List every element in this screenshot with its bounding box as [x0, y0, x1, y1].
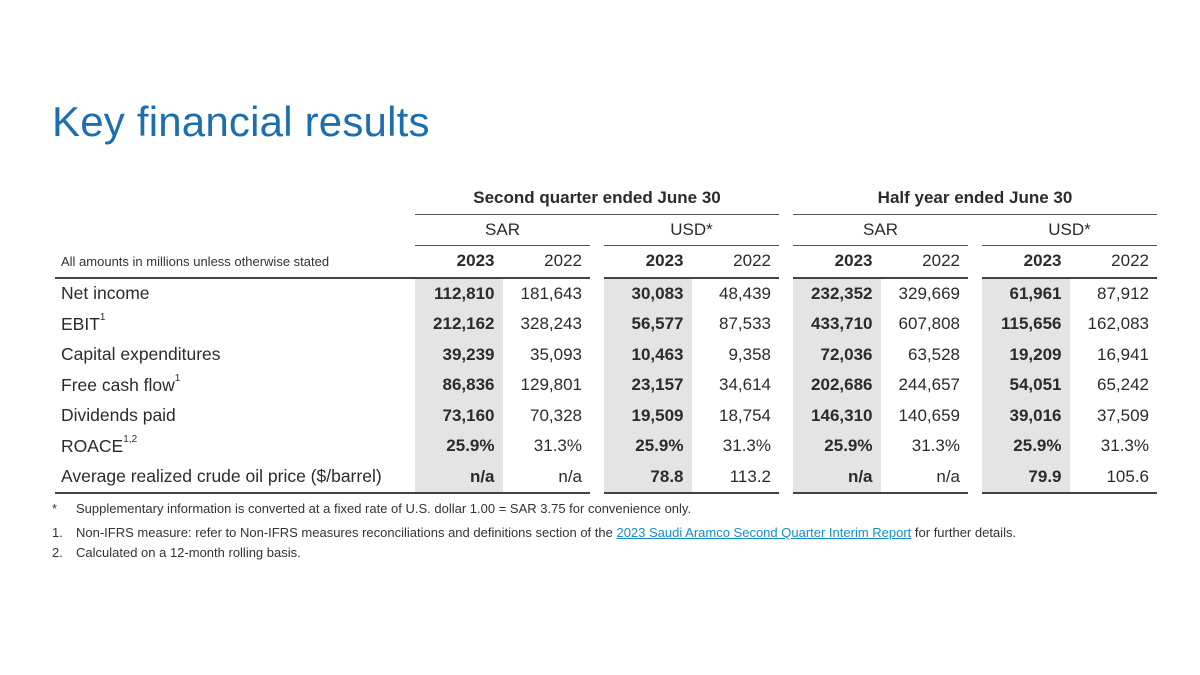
- value-prior-year: 34,614: [719, 375, 771, 395]
- footnote-text: [76, 523, 1016, 543]
- row-label: [55, 370, 415, 401]
- value-prior-year: 329,669: [898, 283, 960, 303]
- column-gap: [590, 340, 604, 371]
- column-gap: [779, 278, 793, 310]
- row-label-text: ROACE: [61, 435, 124, 456]
- column-gap: [968, 431, 982, 462]
- value-prior-year: 87,533: [719, 314, 771, 334]
- row-label: [55, 309, 415, 340]
- footnote-text-after: for further details.: [911, 525, 1017, 540]
- footnote-text: Supplementary information is converted at a fixed rate of U.S. dollar 1.00 = SAR 3.75 for convenience only.: [76, 501, 692, 516]
- table-row: [55, 462, 1157, 494]
- value-current-year: 86,836: [415, 370, 503, 401]
- interim-report-link[interactable]: 2023 Saudi Aramco Second Quarter Interim Report: [616, 525, 912, 540]
- year-current-header: 2023: [793, 246, 881, 278]
- row-label: [55, 401, 415, 432]
- column-gap: [968, 278, 982, 310]
- table-row: [55, 309, 1157, 340]
- value-prior-year: 87,912: [1097, 283, 1149, 303]
- value-current-year: 212,162: [415, 309, 503, 340]
- value-prior-year: 16,941: [1097, 344, 1149, 364]
- value-prior-year: 113.2: [692, 462, 780, 494]
- table-row: [55, 370, 1157, 401]
- value-prior-year: 31.3%: [911, 436, 960, 456]
- value-prior-year: 35,093: [530, 344, 582, 364]
- footnote-reference: 1: [174, 372, 181, 384]
- row-label: [55, 431, 415, 462]
- value-prior-year: n/a: [503, 462, 591, 494]
- group-half-header: Half year ended June 30: [793, 183, 1157, 214]
- value-current-year: 78.8: [604, 462, 692, 494]
- value-current-year: 433,710: [793, 309, 881, 340]
- footnote-reference: 1,2: [123, 433, 138, 445]
- column-gap: [968, 401, 982, 432]
- value-current-year: 25.9%: [604, 431, 692, 462]
- year-prior-header: 2022: [881, 246, 969, 278]
- value-prior-year: 18,754: [719, 405, 771, 425]
- header-currency-row: [55, 214, 1157, 246]
- value-current-year: 10,463: [604, 340, 692, 371]
- column-gap: [779, 309, 793, 340]
- footnote-text-before: Non-IFRS measure: refer to Non-IFRS measures reconciliations and definitions section of the: [76, 525, 617, 540]
- column-gap: [590, 370, 604, 401]
- value-prior-year: 48,439: [719, 283, 771, 303]
- row-label-text: Free cash flow: [61, 374, 175, 395]
- page-title: Key financial results: [52, 98, 430, 145]
- year-prior-header: 2022: [1070, 246, 1158, 278]
- value-prior-year: 9,358: [728, 344, 771, 364]
- column-gap: [779, 462, 793, 494]
- value-prior-year: 105.6: [1070, 462, 1158, 494]
- value-current-year: 146,310: [793, 401, 881, 432]
- table-row: [55, 401, 1157, 432]
- footnote-star: [52, 499, 1016, 519]
- footnote-marker: 2.: [52, 545, 63, 560]
- year-current-header: 2023: [604, 246, 692, 278]
- value-prior-year: 162,083: [1087, 314, 1149, 334]
- header-group-row: [55, 183, 1157, 214]
- value-prior-year: 140,659: [898, 405, 960, 425]
- row-label-text: Net income: [61, 283, 150, 304]
- value-current-year: 73,160: [415, 401, 503, 432]
- row-label-text: Dividends paid: [61, 405, 176, 426]
- value-prior-year: 65,242: [1097, 375, 1149, 395]
- value-current-year: 72,036: [793, 340, 881, 371]
- column-gap: [779, 401, 793, 432]
- footnote-reference: 1: [99, 311, 106, 323]
- value-current-year: 30,083: [604, 278, 692, 310]
- footnote-1: [52, 523, 1016, 543]
- value-prior-year: 31.3%: [1100, 436, 1149, 456]
- value-current-year: 23,157: [604, 370, 692, 401]
- value-current-year: 115,656: [982, 309, 1070, 340]
- currency-usd-half: USD*: [982, 214, 1157, 246]
- column-gap: [779, 370, 793, 401]
- column-gap: [779, 431, 793, 462]
- value-current-year: 19,209: [982, 340, 1070, 371]
- financial-results-table: [55, 183, 1157, 494]
- column-gap: [590, 462, 604, 494]
- amounts-note: All amounts in millions unless otherwise stated: [55, 246, 415, 278]
- value-prior-year: n/a: [881, 462, 969, 494]
- value-current-year: 19,509: [604, 401, 692, 432]
- column-gap: [968, 309, 982, 340]
- value-current-year: 79.9: [982, 462, 1070, 494]
- footnote-2: [52, 543, 1016, 563]
- row-label-text: Capital expenditures: [61, 344, 221, 365]
- value-current-year: n/a: [415, 462, 503, 494]
- row-label: [55, 278, 415, 310]
- value-prior-year: 31.3%: [722, 436, 771, 456]
- currency-usd-quarter: USD*: [604, 214, 779, 246]
- year-prior-header: 2022: [692, 246, 780, 278]
- table-row: [55, 278, 1157, 310]
- year-current-header: 2023: [415, 246, 503, 278]
- currency-sar-quarter: SAR: [415, 214, 590, 246]
- column-gap: [968, 462, 982, 494]
- footnote-marker: *: [52, 501, 58, 516]
- value-prior-year: 244,657: [898, 375, 960, 395]
- value-current-year: 25.9%: [415, 431, 503, 462]
- value-prior-year: 181,643: [520, 283, 582, 303]
- value-prior-year: 70,328: [530, 405, 582, 425]
- footnotes: [52, 499, 1016, 563]
- row-label: [55, 462, 415, 494]
- value-prior-year: 37,509: [1097, 405, 1149, 425]
- column-gap: [590, 401, 604, 432]
- value-prior-year: 328,243: [520, 314, 582, 334]
- currency-sar-half: SAR: [793, 214, 968, 246]
- value-prior-year: 63,528: [908, 344, 960, 364]
- column-gap: [779, 340, 793, 371]
- value-current-year: 25.9%: [793, 431, 881, 462]
- value-current-year: 61,961: [982, 278, 1070, 310]
- year-prior-header: 2022: [503, 246, 591, 278]
- value-current-year: 56,577: [604, 309, 692, 340]
- footnote-marker: 1.: [52, 525, 63, 540]
- value-current-year: 54,051: [982, 370, 1070, 401]
- column-gap: [968, 340, 982, 371]
- column-gap: [590, 431, 604, 462]
- row-label-text: Average realized crude oil price ($/barrel): [61, 466, 382, 487]
- year-current-header: 2023: [982, 246, 1070, 278]
- table-row: [55, 431, 1157, 462]
- value-current-year: 232,352: [793, 278, 881, 310]
- value-current-year: 112,810: [415, 278, 503, 310]
- value-current-year: 39,239: [415, 340, 503, 371]
- footnote-text: Calculated on a 12-month rolling basis.: [76, 545, 301, 560]
- value-prior-year: 607,808: [898, 314, 960, 334]
- value-prior-year: 129,801: [520, 375, 582, 395]
- value-current-year: 202,686: [793, 370, 881, 401]
- table-row: [55, 340, 1157, 371]
- value-current-year: n/a: [793, 462, 881, 494]
- value-current-year: 39,016: [982, 401, 1070, 432]
- value-current-year: 25.9%: [982, 431, 1070, 462]
- header-year-row: [55, 246, 1157, 278]
- row-label-text: EBIT: [61, 313, 100, 334]
- group-quarter-header: Second quarter ended June 30: [415, 183, 779, 214]
- column-gap: [590, 309, 604, 340]
- column-gap: [590, 278, 604, 310]
- value-prior-year: 31.3%: [533, 436, 582, 456]
- row-label: [55, 340, 415, 371]
- column-gap: [968, 370, 982, 401]
